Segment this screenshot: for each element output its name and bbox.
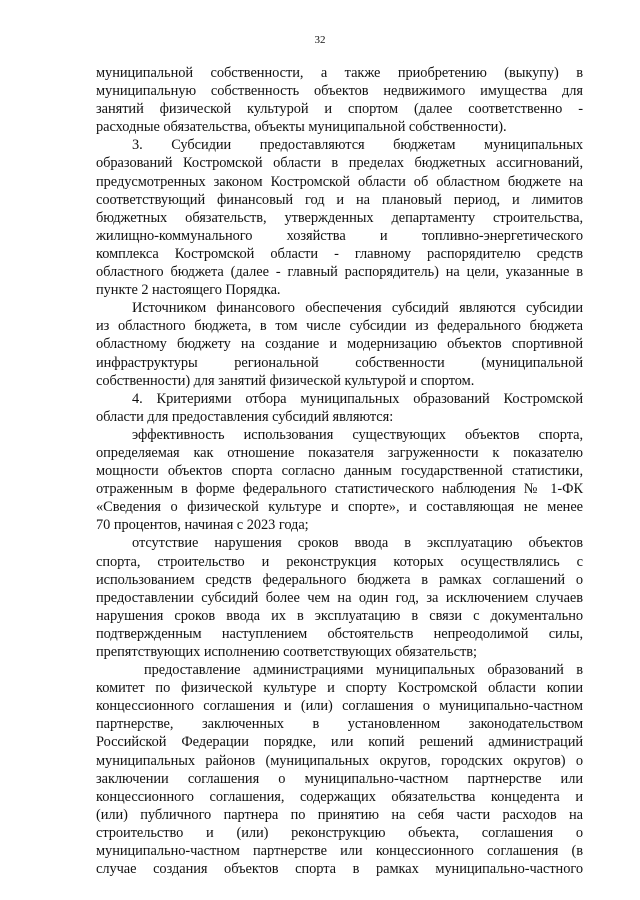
paragraph-p-3 [96,136,583,299]
text-line: строительство и (или) реконструкцию объекта, соглашения о [96,824,583,841]
text-line: собственности) для занятий физической культурой и спортом. [96,372,475,389]
text-line: области для предоставления субсидий являются: [96,408,394,425]
text-line: Источником финансового обеспечения субсидий являются субсидии [132,300,583,317]
text-line: заключении соглашения о муниципально-частном партнерстве или [96,770,583,787]
text-line: комплекса Костромской области - главному распорядителю средств [96,245,583,262]
text-line: комитет по физической культуре и спорту Костромской области копии [96,680,583,697]
text-line: муниципальных районов (муниципальных округов, городских округов) о [96,752,583,769]
text-line: жилищно-коммунального хозяйства и топливно-энергетического [96,227,583,244]
text-line: муниципальную собственность объектов недвижимого имущества для [96,83,583,100]
text-line: «Сведения о физической культуре и спорте», и составляющая не менее [96,499,583,516]
text-line: препятствующих исполнению соответствующих обязательств; [96,644,477,660]
text-line: из областного бюджета, в том числе субсидии из федерального бюджета [96,318,583,335]
text-line: концессионного соглашения, содержащих обязательства концедента и [96,788,583,805]
paragraph-p-4 [96,390,583,426]
paragraph-p-efficiency [96,426,583,535]
text-line: мощности объектов спорта согласно данным государственной статистики, [96,463,583,480]
text-line: занятий физической культурой и спортом (далее соответственно - [96,101,583,118]
text-line: определяемая как отношение показателя загруженности к показателю [96,444,583,461]
paragraph-p-absence [96,534,583,661]
text-line: эффективность использования существующих объектов спорта, [132,426,583,443]
text-line: инфраструктуры региональной собственности (муниципальной [96,354,583,371]
text-line: областному бюджету на создание и модернизацию объектов спортивной [96,336,583,353]
text-line: предусмотренных законом Костромской области об областном бюджете на [96,173,583,190]
text-line: случае создания объектов спорта в рамках муниципально-частного [96,861,583,878]
text-line: отраженным в форме федерального статистического наблюдения № 1-ФК [96,481,583,498]
text-line: 4. Критериями отбора муниципальных образований Костромской [132,390,583,407]
text-line: отсутствие нарушения сроков ввода в эксплуатацию объектов [132,535,583,552]
text-line: 70 процентов, начиная с 2023 года; [96,517,309,534]
paragraph-p-provision [96,661,583,878]
text-line: образований Костромской области в пределах бюджетных ассигнований, [96,155,583,172]
text-line: предоставление администрациями муниципальных образований в [144,662,583,679]
text-line: областного бюджета (далее - главный распорядитель) на цели, указанные в [96,264,583,281]
text-line: муниципально-частном партнерстве или концессионного соглашения (в [96,843,583,860]
paragraph-p-source [96,299,583,389]
text-line: (или) публичного партнера по принятию на себя части расходов на [96,806,583,823]
text-line: спорта, строительство и реконструкция которых осуществлялись с [96,553,583,570]
paragraph-p-continuation [96,64,583,136]
text-line: подтвержденным наступлением обстоятельств непреодолимой силы, [96,625,583,642]
text-line: соответствующий финансовый год и на плановый период, и лимитов [96,191,583,208]
text-line: расходные обязательства, объекты муниципальной собственности). [96,119,507,136]
text-line: Российской Федерации порядке, или копий решений администраций [96,734,583,751]
text-line: 3. Субсидии предоставляются бюджетам муниципальных [132,137,583,154]
page-number: 32 [314,34,326,46]
text-line: бюджетных обязательств, утвержденных департаменту строительства, [96,209,583,226]
text-line: муниципальной собственности, а также приобретению (выкупу) в [96,65,583,81]
text-line: концессионного соглашения и (или) соглашения о муниципально-частном [96,698,583,715]
text-line: партнерстве, заключенных в установленном законодательством [96,716,583,733]
document-body [96,64,583,878]
text-line: нарушения сроков ввода их в эксплуатацию в связи с документально [96,607,583,624]
text-line: использованием средств федерального бюджета в рамках соглашений о [96,571,583,588]
text-line: предоставлении субсидий более чем на один год, за исключением случаев [96,589,583,606]
text-line: пункте 2 настоящего Порядка. [96,282,281,299]
